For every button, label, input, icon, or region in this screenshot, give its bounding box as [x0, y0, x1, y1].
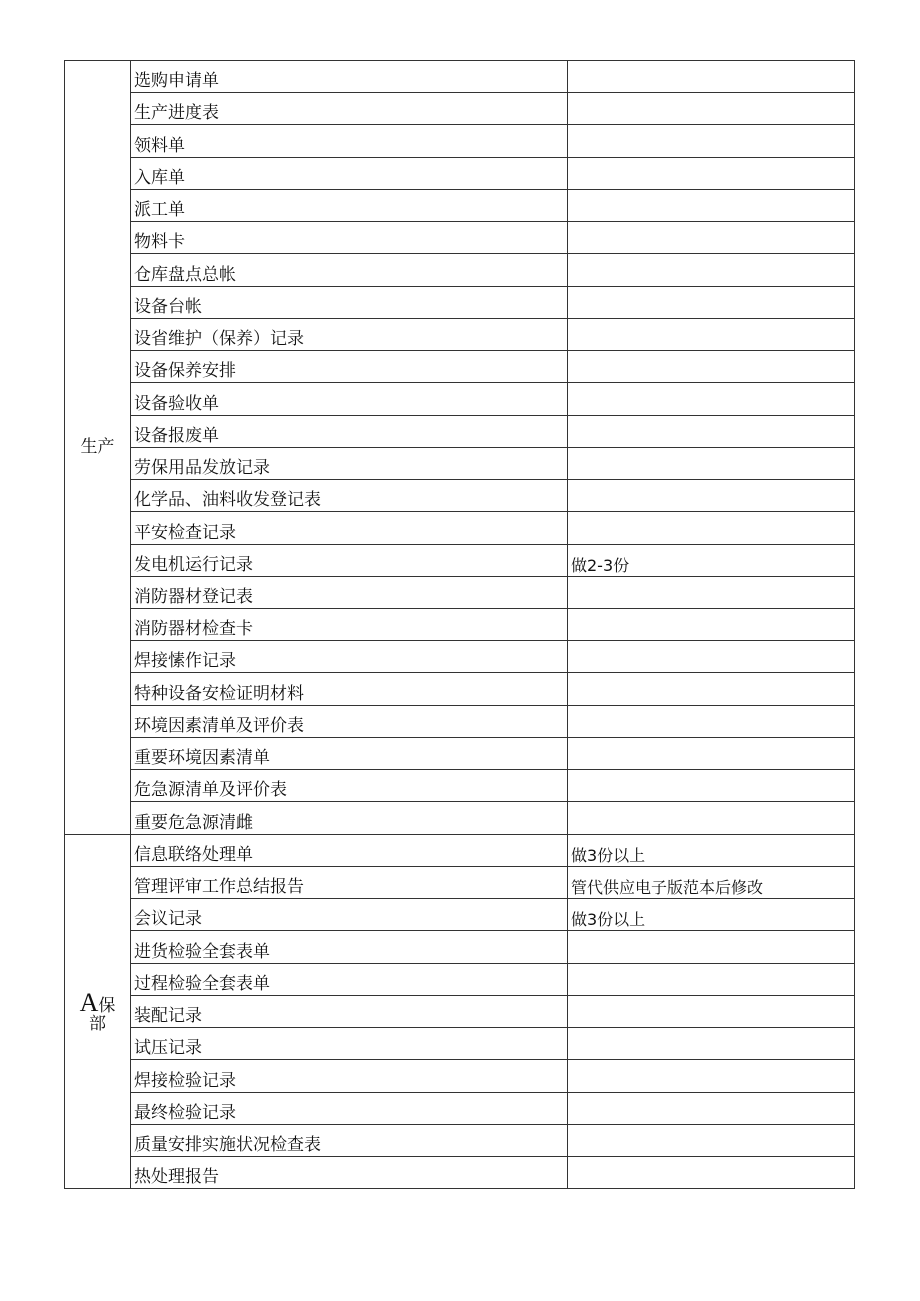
department-label-line: 生产: [80, 436, 115, 457]
record-name-cell: [131, 383, 568, 415]
record-name: 领料单: [134, 135, 185, 156]
record-name: 派工单: [134, 200, 185, 221]
record-note-cell: [568, 641, 855, 673]
records-table-body: [65, 61, 855, 1189]
record-note-cell: [568, 125, 855, 157]
record-name-cell: [131, 770, 568, 802]
table-row: [65, 866, 855, 898]
department-cell: [65, 61, 131, 835]
record-name: 平安检查记录: [134, 522, 236, 543]
record-name: 化学品、油料收发登记表: [134, 490, 321, 511]
record-name: 特种设备安检证明材料: [134, 683, 304, 704]
record-name-cell: [131, 802, 568, 834]
record-note-cell: [568, 834, 855, 866]
record-name: 会议记录: [134, 909, 202, 930]
record-note-cell: [568, 608, 855, 640]
table-row: [65, 254, 855, 286]
record-note-cell: [568, 1028, 855, 1060]
record-name-cell: [131, 351, 568, 383]
record-note-cell: [568, 1124, 855, 1156]
department-label: [80, 436, 115, 457]
record-name-cell: [131, 705, 568, 737]
record-name: 设省维护（保养）记录: [134, 329, 304, 350]
record-note-cell: [568, 963, 855, 995]
record-note: 做3份以上: [571, 910, 646, 930]
record-name-cell: [131, 1060, 568, 1092]
record-name-cell: [131, 931, 568, 963]
table-row: [65, 995, 855, 1027]
record-name: 质量安排实施状况检查表: [134, 1134, 321, 1155]
record-note-cell: [568, 705, 855, 737]
record-name-cell: [131, 157, 568, 189]
record-name-cell: [131, 641, 568, 673]
table-row: [65, 576, 855, 608]
record-note-cell: [568, 544, 855, 576]
table-row: [65, 189, 855, 221]
record-name: 设备报废单: [134, 425, 219, 446]
record-note-cell: [568, 157, 855, 189]
record-name-cell: [131, 673, 568, 705]
table-row: [65, 802, 855, 834]
record-name-cell: [131, 254, 568, 286]
record-note-cell: [568, 512, 855, 544]
table-row: [65, 705, 855, 737]
record-name: 消防器材登记表: [134, 586, 253, 607]
record-note-cell: [568, 770, 855, 802]
record-note: 管代供应电子版范本后修改: [571, 878, 764, 898]
record-name: 设备验收单: [134, 393, 219, 414]
table-row: [65, 1060, 855, 1092]
record-note-cell: [568, 189, 855, 221]
record-name-cell: [131, 1092, 568, 1124]
record-name: 进货检验全套表单: [134, 941, 270, 962]
record-name-cell: [131, 995, 568, 1027]
record-name-cell: [131, 737, 568, 769]
record-name: 劳保用品发放记录: [134, 458, 270, 479]
record-name: 装配记录: [134, 1006, 202, 1027]
record-name-cell: [131, 899, 568, 931]
record-name: 焊接愫作记录: [134, 651, 236, 672]
record-name-cell: [131, 61, 568, 93]
record-name: 试压记录: [134, 1038, 202, 1059]
table-row: [65, 512, 855, 544]
table-row: [65, 931, 855, 963]
record-note-cell: [568, 286, 855, 318]
record-note-cell: [568, 1092, 855, 1124]
table-row: [65, 415, 855, 447]
table-row: [65, 673, 855, 705]
table-row: [65, 834, 855, 866]
department-label-line: 部: [89, 1013, 106, 1034]
record-note-cell: [568, 61, 855, 93]
record-name-cell: [131, 1156, 568, 1188]
table-row: [65, 351, 855, 383]
record-note-cell: [568, 995, 855, 1027]
record-name: 设备台帐: [134, 296, 202, 317]
record-note-cell: [568, 802, 855, 834]
table-row: [65, 93, 855, 125]
table-row: [65, 544, 855, 576]
record-note-cell: [568, 93, 855, 125]
record-name-cell: [131, 608, 568, 640]
table-row: [65, 447, 855, 479]
record-name: 危急源清单及评价表: [134, 780, 287, 801]
record-name: 焊接检验记录: [134, 1070, 236, 1091]
record-note-cell: [568, 415, 855, 447]
record-note-cell: [568, 866, 855, 898]
table-row: [65, 899, 855, 931]
table-row: [65, 286, 855, 318]
record-note-cell: [568, 383, 855, 415]
table-row: [65, 125, 855, 157]
record-name: 过程检验全套表单: [134, 973, 270, 994]
record-name: 最终检验记录: [134, 1102, 236, 1123]
record-note: [568, 1186, 854, 1188]
record-name-cell: [131, 286, 568, 318]
record-name: 消防器材检查卡: [134, 619, 253, 640]
table-row: [65, 1092, 855, 1124]
record-name: 管理评审工作总结报告: [134, 877, 304, 898]
record-name-cell: [131, 1028, 568, 1060]
table-row: [65, 1124, 855, 1156]
record-note-cell: [568, 1060, 855, 1092]
record-note-cell: [568, 480, 855, 512]
record-name: 选购申请单: [134, 71, 219, 92]
record-note-cell: [568, 673, 855, 705]
record-note-cell: [568, 899, 855, 931]
record-note-cell: [568, 351, 855, 383]
record-name: 发电机运行记录: [134, 554, 253, 575]
record-name-cell: [131, 222, 568, 254]
record-name-cell: [131, 512, 568, 544]
department-cell: [65, 834, 131, 1189]
record-note: 做3份以上: [571, 845, 646, 865]
table-row: [65, 770, 855, 802]
record-name: 热处理报告: [134, 1167, 219, 1188]
table-row: [65, 1028, 855, 1060]
table-row: [65, 641, 855, 673]
record-name-cell: [131, 544, 568, 576]
record-name: 环境因素清单及评价表: [134, 715, 304, 736]
department-label: [79, 987, 116, 1034]
table-row: [65, 1156, 855, 1188]
table-row: [65, 222, 855, 254]
record-note-cell: [568, 318, 855, 350]
record-name: 入库单: [134, 167, 185, 188]
table-row: [65, 608, 855, 640]
record-note-cell: [568, 447, 855, 479]
table-row: [65, 383, 855, 415]
record-name: 重要环境因素清单: [134, 748, 270, 769]
record-name-cell: [131, 834, 568, 866]
record-note-cell: [568, 737, 855, 769]
record-name-cell: [131, 447, 568, 479]
record-name-cell: [131, 866, 568, 898]
record-name-cell: [131, 963, 568, 995]
record-name-cell: [131, 189, 568, 221]
record-name: 物料卡: [134, 232, 185, 253]
record-name-cell: [131, 1124, 568, 1156]
table-row: [65, 480, 855, 512]
record-note-cell: [568, 222, 855, 254]
table-row: [65, 318, 855, 350]
record-name-cell: [131, 480, 568, 512]
record-note-cell: [568, 254, 855, 286]
record-name-cell: [131, 415, 568, 447]
table-row: [65, 963, 855, 995]
record-name-cell: [131, 576, 568, 608]
record-note: 做2-3份: [571, 555, 630, 575]
department-label-line: A保: [79, 987, 116, 1017]
record-name: 重要危急源清雌: [134, 812, 253, 833]
table-row: [65, 157, 855, 189]
record-note-cell: [568, 576, 855, 608]
record-note-cell: [568, 931, 855, 963]
record-name-cell: [131, 125, 568, 157]
record-name-cell: [131, 93, 568, 125]
table-row: [65, 61, 855, 93]
record-name: 仓库盘点总帐: [134, 264, 236, 285]
record-name: 生产进度表: [134, 103, 219, 124]
record-note-cell: [568, 1156, 855, 1188]
table-row: [65, 737, 855, 769]
records-table: [64, 60, 855, 1189]
record-name: 设备保养安排: [134, 361, 236, 382]
record-name-cell: [131, 318, 568, 350]
record-name: 信息联络处理单: [134, 844, 253, 865]
